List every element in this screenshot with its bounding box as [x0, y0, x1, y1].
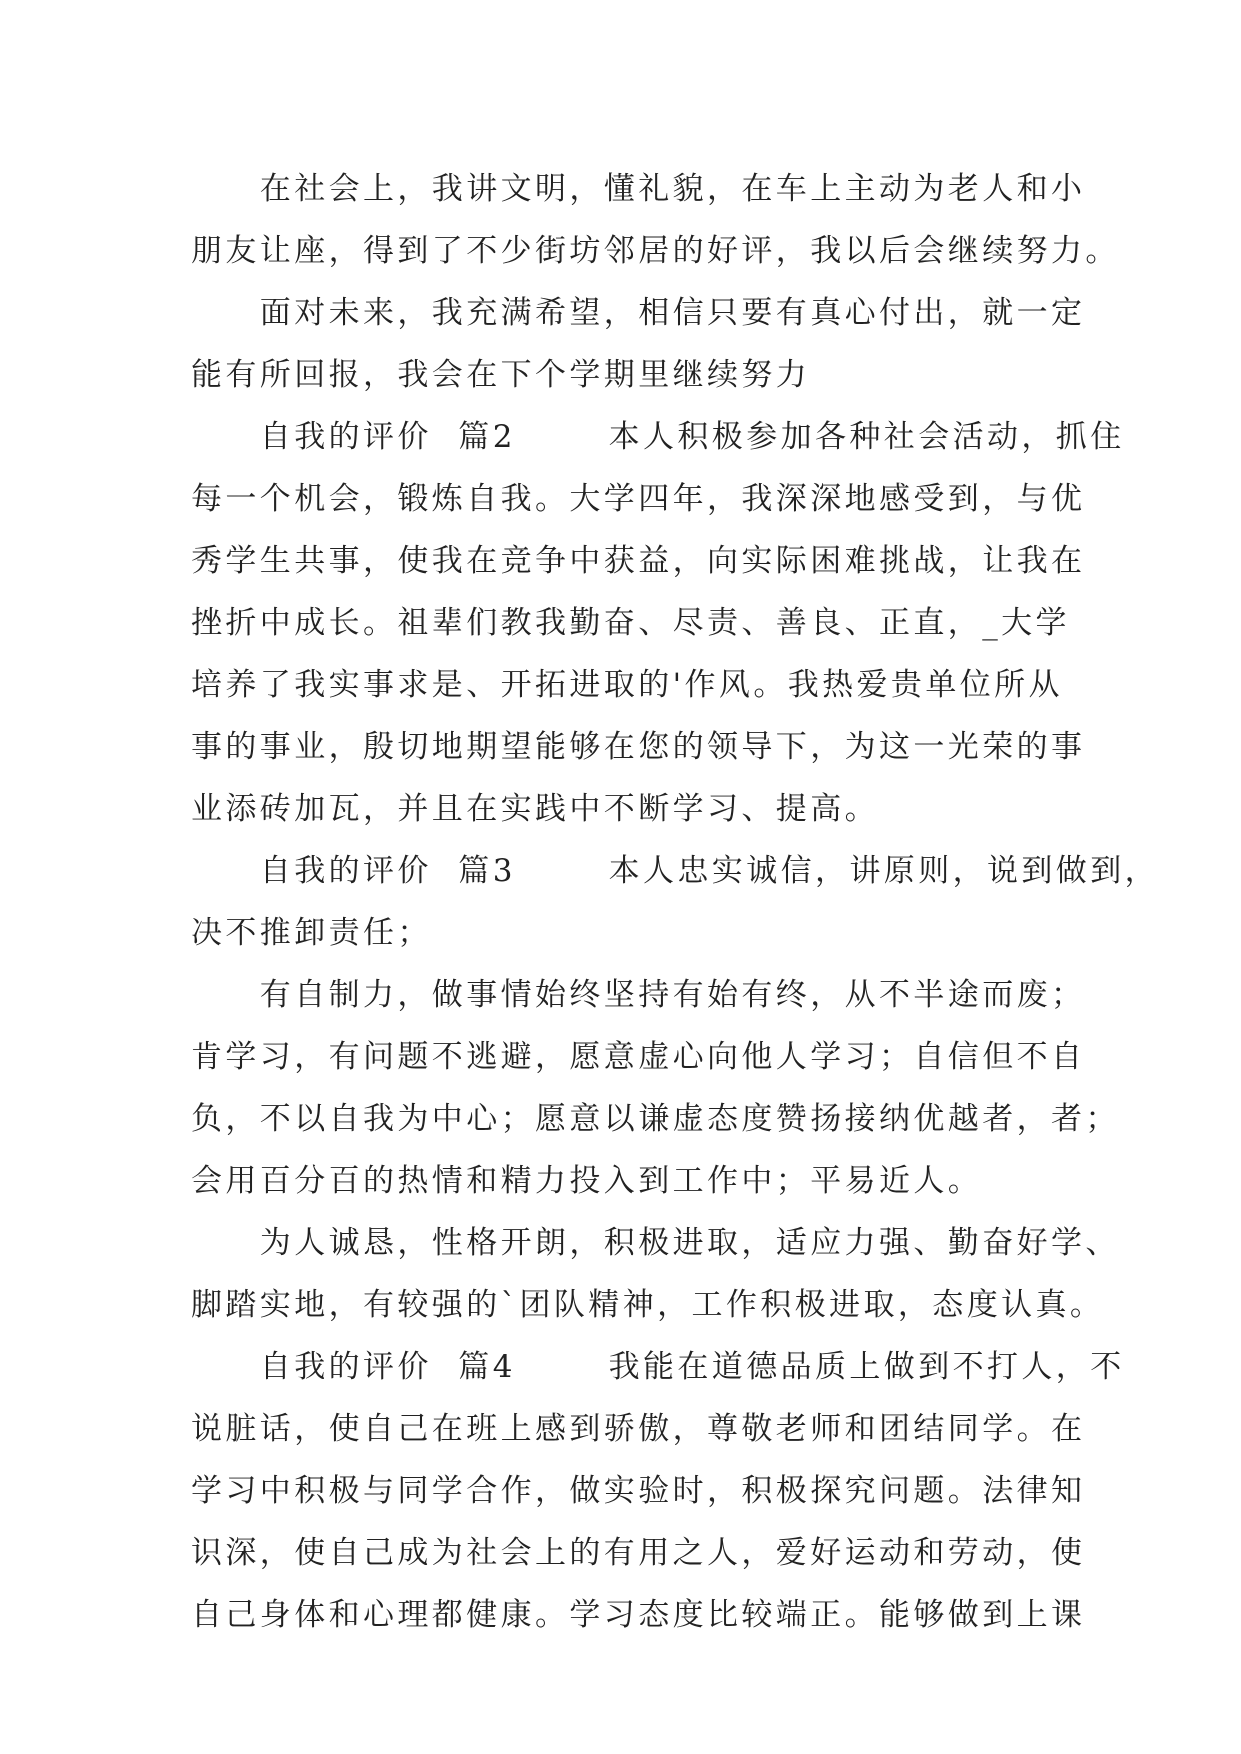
text-line: 面对未来，我充满希望，相信只要有真心付出，就一定	[191, 295, 1086, 331]
text-line: 培养了我实事求是、开拓进取的'作风。我热爱贵单位所从	[191, 667, 1063, 703]
text-line: 事的事业，殷切地期望能够在您的领导下，为这一光荣的事	[191, 729, 1086, 765]
section-heading-line: 自我的评价 篇2 本人积极参加各种社会活动，抓住	[191, 419, 1125, 455]
text-line: 业添砖加瓦，并且在实践中不断学习、提高。	[191, 791, 879, 827]
text-line: 负，不以自我为中心；愿意以谦虚态度赞扬接纳优越者，者；	[191, 1101, 1120, 1137]
text-line: 决不推卸责任；	[191, 915, 432, 951]
text-line: 有自制力，做事情始终坚持有始有终，从不半途而废；	[191, 977, 1086, 1013]
text-line: 在社会上，我讲文明，懂礼貌，在车上主动为老人和小	[191, 171, 1086, 207]
text-line: 肯学习，有问题不逃避，愿意虚心向他人学习；自信但不自	[191, 1039, 1086, 1075]
text-line: 秀学生共事，使我在竞争中获益，向实际困难挑战，让我在	[191, 543, 1086, 579]
text-line: 学习中积极与同学合作，做实验时，积极探究问题。法律知	[191, 1473, 1086, 1509]
text-line: 识深，使自己成为社会上的有用之人，爱好运动和劳动，使	[191, 1535, 1086, 1571]
document-body	[191, 158, 1160, 1646]
section-heading-line: 自我的评价 篇4 我能在道德品质上做到不打人，不	[191, 1349, 1125, 1385]
text-line: 会用百分百的热情和精力投入到工作中；平易近人。	[191, 1163, 983, 1199]
text-line: 说脏话，使自己在班上感到骄傲，尊敬老师和团结同学。在	[191, 1411, 1086, 1447]
text-line: 能有所回报，我会在下个学期里继续努力	[191, 357, 811, 393]
text-line: 自己身体和心理都健康。学习态度比较端正。能够做到上课	[191, 1597, 1086, 1633]
section-heading-line: 自我的评价 篇3 本人忠实诚信，讲原则，说到做到，	[191, 853, 1160, 889]
text-line: 挫折中成长。祖辈们教我勤奋、尽责、善良、正直，_大学	[191, 605, 1070, 641]
text-line: 每一个机会，锻炼自我。大学四年，我深深地感受到，与优	[191, 481, 1086, 517]
text-line: 为人诚恳，性格开朗，积极进取，适应力强、勤奋好学、	[191, 1225, 1120, 1261]
text-line: 朋友让座，得到了不少街坊邻居的好评，我以后会继续努力。	[191, 233, 1120, 269]
text-line: 脚踏实地，有较强的`团队精神，工作积极进取，态度认真。	[191, 1287, 1105, 1323]
